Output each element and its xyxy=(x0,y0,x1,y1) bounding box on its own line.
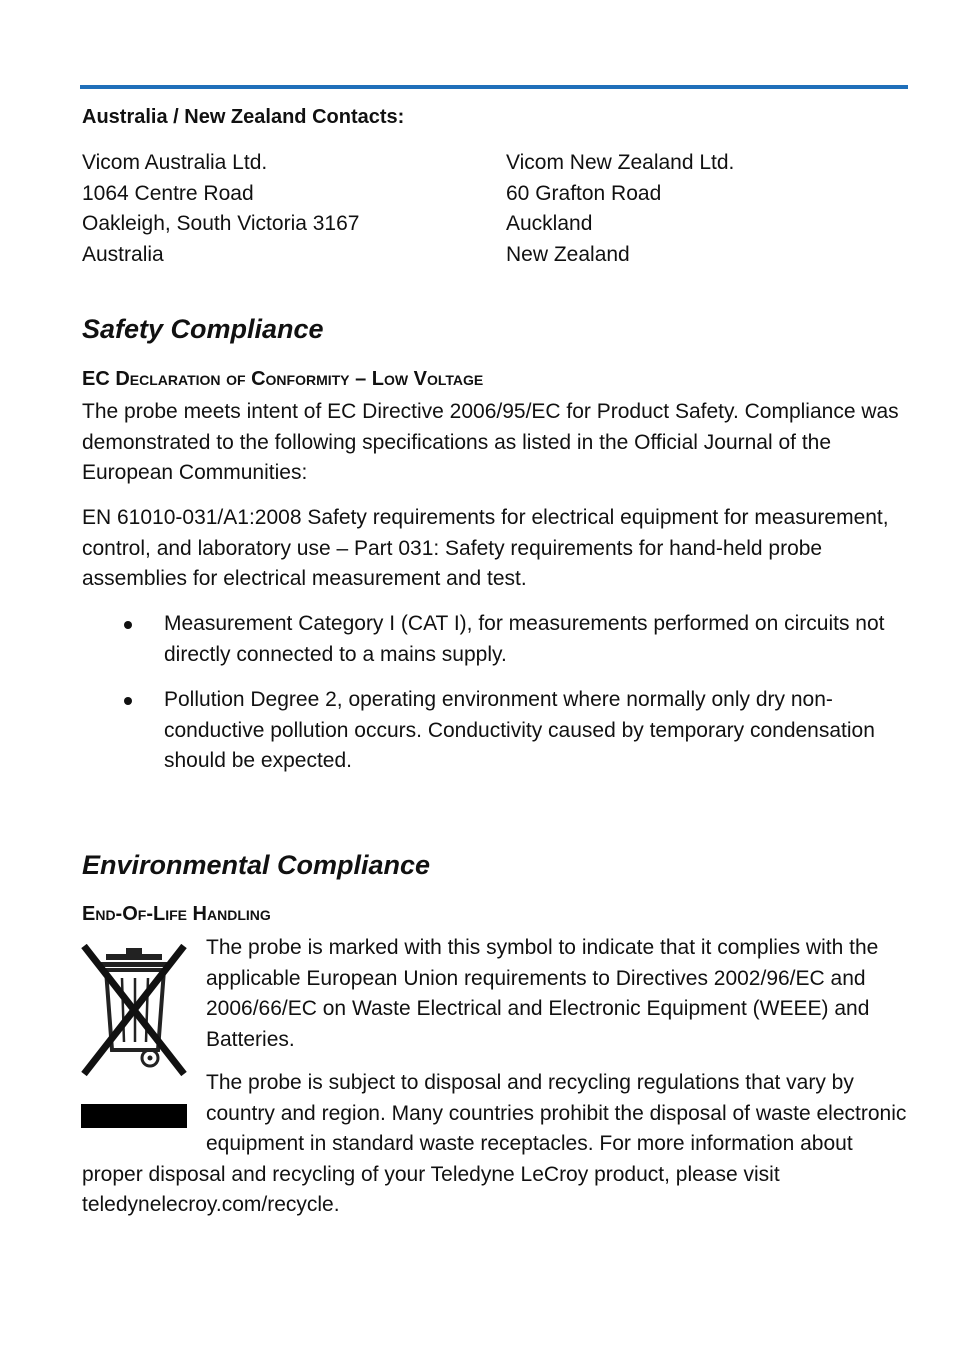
safety-paragraph-1: The probe meets intent of EC Directive 2006/95/EC for Product Safety. Compliance was demonstrated to the following specifications as listed in the Official Journal of the European Communities: xyxy=(82,400,899,484)
end-of-life-text xyxy=(82,933,908,1221)
bullet-icon xyxy=(124,621,132,629)
bullet-text: Pollution Degree 2, operating environment where normally only dry non-conductive pollution occurs. Conductivity caused by temporary condensation should be expected. xyxy=(164,688,875,772)
safety-paragraph-2: EN 61010-031/A1:2008 Safety requirements for electrical equipment for measurement, control, and laboratory use – Part 031: Safety requirements for hand-held probe assemblies for electrical measurement and test. xyxy=(82,506,889,590)
address-line: Oakleigh, South Victoria 3167 xyxy=(82,212,360,235)
bullet-text: Measurement Category I (CAT I), for measurements performed on circuits not directly connected to a mains supply. xyxy=(164,612,885,666)
end-of-life-paragraph-1: The probe is marked with this symbol to indicate that it complies with the applicable European Union requirements to Directives 2002/96/EC and 2006/66/EC on Waste Electrical and Electronic Equipment (WEEE) and Batteries. xyxy=(206,936,879,1051)
end-of-life-subheading: End-Of-Life Handling xyxy=(82,903,271,925)
ec-declaration-subheading: EC Declaration of Conformity – Low Voltage xyxy=(82,368,484,390)
contacts-title: Australia / New Zealand Contacts: xyxy=(82,106,405,128)
address-line: 60 Grafton Road xyxy=(506,181,662,205)
address-line: New Zealand xyxy=(506,242,630,266)
bullet-icon xyxy=(124,697,132,705)
address-line: Australia xyxy=(82,242,164,266)
safety-bullet-list xyxy=(120,609,910,670)
header-rule xyxy=(80,85,908,89)
end-of-life-paragraph-2: The probe is subject to disposal and recycling regulations that vary by country and region. Many countries prohibit the disposal of waste electronic equipment in standard waste receptacles. For more information about proper disposal and recycling of your Teledyne LeCroy product, please visit teledynelecroy.com/recycle. xyxy=(82,1071,907,1216)
safety-heading: Safety Compliance xyxy=(82,314,324,344)
address-line: 1064 Centre Road xyxy=(82,181,254,205)
address-australia xyxy=(82,148,359,270)
address-line: Vicom New Zealand Ltd. xyxy=(506,151,735,174)
safety-bullet-list xyxy=(120,685,910,777)
environmental-heading: Environmental Compliance xyxy=(82,850,431,880)
list-item xyxy=(120,685,910,777)
address-line: Auckland xyxy=(506,212,593,235)
address-new-zealand xyxy=(506,148,734,270)
list-item xyxy=(120,609,910,670)
address-line: Vicom Australia Ltd. xyxy=(82,151,268,174)
